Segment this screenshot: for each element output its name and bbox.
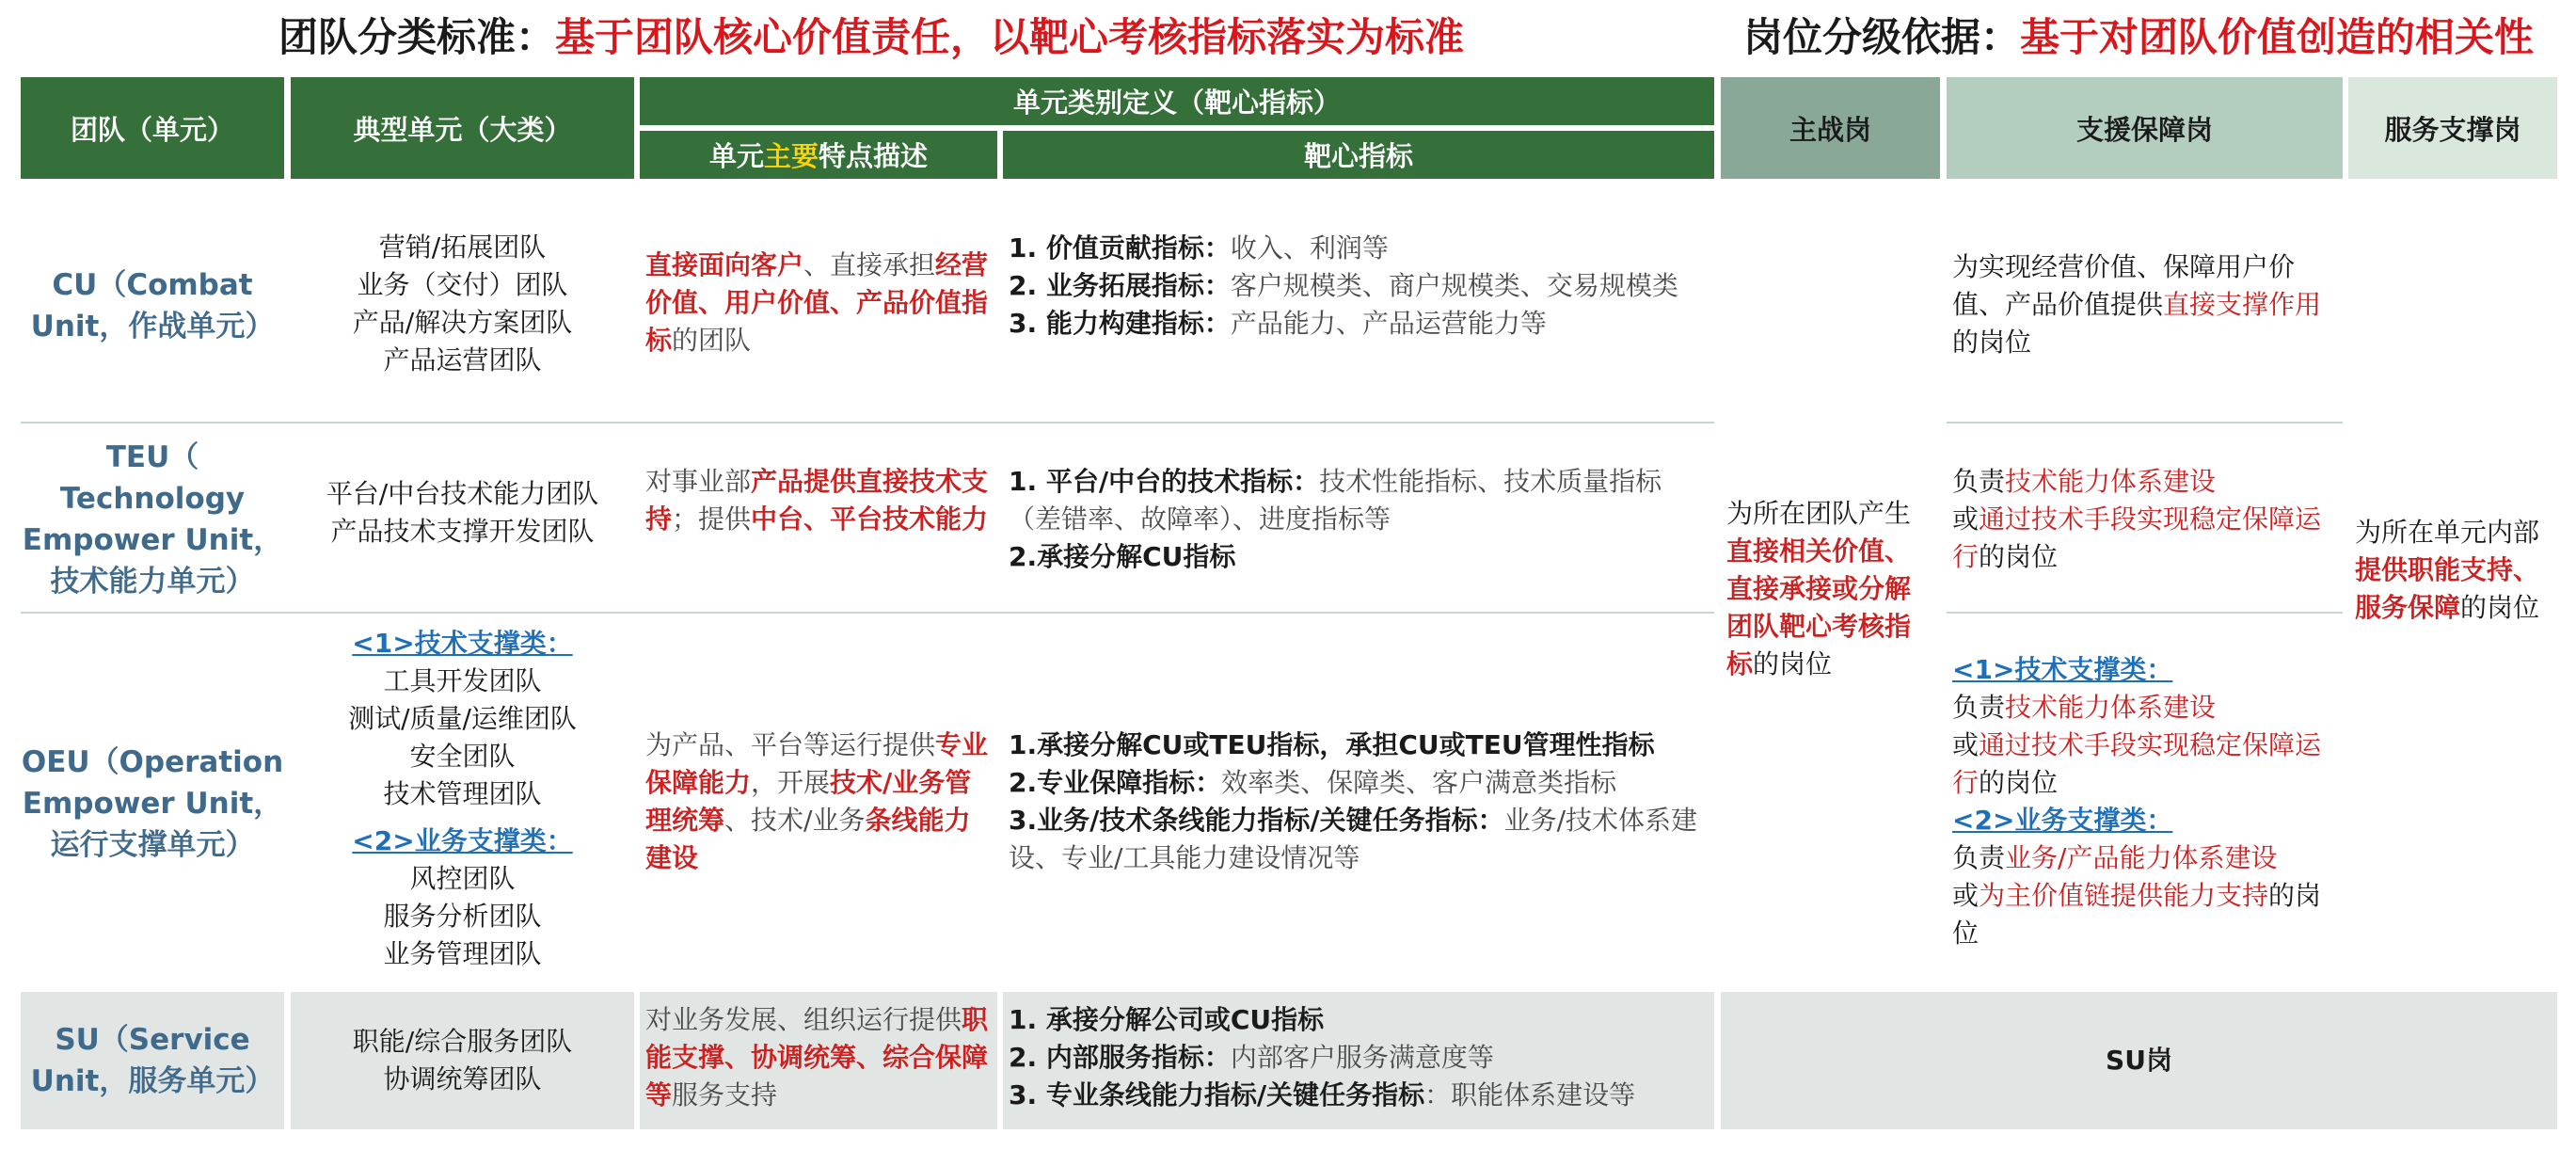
target-item-bold: 2. 业务拓展指标：: [1009, 270, 1231, 301]
list-item: 协调统筹团队: [383, 1063, 542, 1094]
oeu-feature: [645, 727, 994, 877]
header-support-post: 支援保障岗: [1947, 77, 2343, 179]
rich-text: 专业保障能力: [645, 729, 989, 798]
cu-support-post: [1952, 248, 2338, 361]
oeu-support-group2-title[interactable]: <2>业务支撑类：: [1952, 805, 2173, 836]
rich-text: 的岗位: [1979, 767, 2059, 798]
su-feature: [645, 1001, 994, 1114]
rich-text: 的岗位: [1979, 541, 2059, 572]
list-item: 技术管理团队: [383, 778, 542, 809]
row-divider-1: [21, 422, 1714, 423]
rich-text: 为主价值链提供能力支持: [1979, 880, 2269, 911]
target-item: [1009, 1039, 1709, 1077]
row-divider-1b: [1947, 422, 2343, 423]
oeu-group1-title[interactable]: <1>技术支撑类：: [352, 628, 573, 659]
cu-targets: [1009, 230, 1709, 343]
rich-text: 通过技术手段实现稳定保障运行: [1952, 729, 2322, 798]
oeu-group2-title[interactable]: <2>业务支撑类：: [352, 825, 573, 856]
header-feature-highlight: 主要: [763, 140, 819, 172]
cu-team-name: CU（Combat Unit，作战单元）: [30, 268, 275, 343]
right-title-label: 岗位分级依据：: [1743, 14, 2021, 60]
target-item-bold: 3. 能力构建指标：: [1009, 308, 1231, 339]
teu-targets: [1009, 463, 1709, 576]
target-item-bold: 1. 平台/中台的技术指标：: [1009, 466, 1320, 497]
target-item-bold: 1. 承接分解公司或CU指标: [1009, 1004, 1325, 1035]
header-service-post: 服务支撑岗: [2348, 77, 2557, 179]
teu-typical: [291, 466, 634, 560]
rich-text: 技术能力体系建设: [2005, 466, 2217, 497]
rich-text: 产品提供直接技术支持: [645, 466, 989, 535]
oeu-typical: [291, 625, 634, 973]
list-item: 业务管理团队: [383, 938, 542, 969]
target-item-rest: 效率类、保障类、客户满意类指标: [1221, 767, 1617, 798]
header-team: 团队（单元）: [21, 77, 284, 179]
target-item-bold: 2.承接分解CU指标: [1009, 541, 1236, 572]
rich-text: 为所在单元内部: [2355, 517, 2540, 548]
target-item-bold: 3.业务/技术条线能力指标/关键任务指标：: [1009, 805, 1504, 836]
list-item: 风控团队: [409, 863, 516, 894]
teu-support-post: [1952, 463, 2338, 576]
target-item: [1009, 305, 1709, 343]
list-item: 服务分析团队: [383, 901, 542, 932]
teu-feature: [645, 463, 994, 538]
target-item-bold: 1.承接分解CU或TEU指标，承担CU或TEU管理性指标: [1009, 729, 1655, 760]
rich-text: 为实现经营价值、保障用户价值、产品价值提供: [1952, 251, 2296, 320]
list-item: 产品运营团队: [383, 343, 542, 375]
target-item-rest: 客户规模类、商户规模类、交易规模类: [1230, 270, 1678, 301]
rich-text: ；提供: [672, 503, 752, 535]
list-item: 产品/解决方案团队: [352, 306, 573, 338]
rich-text: 通过技术手段实现稳定保障运行: [1952, 503, 2322, 572]
rich-text: 、技术/业务: [724, 805, 866, 836]
target-item: [1009, 230, 1709, 267]
oeu-targets: [1009, 727, 1709, 877]
su-post: SU岗: [2106, 1045, 2172, 1076]
target-item-rest: 技术性能指标、技术质量指标（差错率、故障率）、进度指标等: [1009, 466, 1662, 535]
rich-text: 的岗位: [1952, 327, 2032, 358]
target-item: [1009, 267, 1709, 305]
target-item-rest: 业务/技术体系建设、专业/工具能力建设情况等: [1009, 805, 1698, 873]
rich-text: 的团队: [672, 325, 752, 356]
target-item-bold: 3. 专业条线能力指标/关键任务指标: [1009, 1079, 1425, 1110]
rich-text: 的岗位: [1753, 648, 1833, 679]
rich-text: 职能支撑、协调统筹、综合保障等: [645, 1004, 989, 1110]
rich-text: 为产品、平台等运行提供: [645, 729, 936, 760]
list-item: 平台/中台技术能力团队: [326, 478, 599, 509]
right-title-text: 基于对团队价值创造的相关性: [2020, 14, 2535, 60]
rich-text: 提供职能支持、服务保障: [2355, 554, 2540, 623]
rich-text: ，开展: [751, 767, 831, 798]
list-item: 工具开发团队: [383, 665, 542, 696]
list-item: 职能/综合服务团队: [352, 1026, 573, 1057]
list-item: 安全团队: [409, 741, 516, 772]
left-title: [278, 8, 1464, 68]
list-item: 测试/质量/运维团队: [348, 703, 577, 734]
service-post-desc: [2355, 514, 2554, 627]
left-title-text: 基于团队核心价值责任，以靶心考核指标落实为标准: [555, 14, 1465, 60]
rich-text: 技术/业务管理统筹: [645, 767, 972, 836]
rich-text: 、直接承担: [803, 249, 936, 280]
right-title: [1743, 8, 2534, 68]
rich-text: 直接相关价值、直接承接或分解团队靶心考核指标: [1726, 535, 1912, 679]
rich-text: 条线能力建设: [645, 805, 971, 873]
target-item: [1009, 538, 1709, 576]
rich-text: 为所在团队产生: [1726, 498, 1912, 529]
cu-typical: [291, 226, 634, 381]
su-typical: [291, 1011, 634, 1110]
left-title-label: 团队分类标准：: [278, 14, 556, 60]
row-divider-2: [21, 612, 1714, 614]
rich-text: 中台、平台技术能力: [751, 503, 989, 535]
oeu-support-group1-title[interactable]: <1>技术支撑类：: [1952, 654, 2173, 685]
row-divider-2b: [1947, 612, 2343, 614]
rich-text: 业务/产品能力体系建设: [2005, 842, 2278, 873]
rich-text: 负责: [1952, 842, 2006, 873]
rich-text: 技术能力体系建设: [2005, 692, 2217, 723]
teu-team-name: TEU（ Technology Empower Unit，技术能力单元）: [22, 440, 283, 599]
rich-text: 直接面向客户: [645, 249, 804, 280]
rich-text: 对事业部: [645, 466, 752, 497]
target-item-rest: 内部客户服务满意度等: [1230, 1042, 1494, 1073]
rich-text: 或: [1952, 729, 1980, 760]
target-item: [1009, 1077, 1709, 1114]
rich-text: 负责: [1952, 692, 2006, 723]
target-item-bold: 2. 内部服务指标：: [1009, 1042, 1231, 1073]
oeu-support-post: [1952, 651, 2338, 952]
rich-text: 或: [1952, 880, 1980, 911]
header-main-post: 主战岗: [1721, 77, 1940, 179]
list-item: 产品技术支撑开发团队: [330, 516, 595, 547]
rich-text: 的岗位: [1952, 880, 2322, 949]
list-item: 业务（交付）团队: [357, 268, 568, 300]
rich-text: 对业务发展、组织运行提供: [645, 1004, 962, 1035]
target-item: [1009, 802, 1709, 877]
header-feature-pre: 单元: [708, 140, 764, 172]
main-post-desc: [1726, 495, 1935, 683]
rich-text: 的岗位: [2460, 592, 2540, 623]
list-item: 营销/拓展团队: [378, 231, 547, 263]
header-target: 靶心指标: [1003, 131, 1714, 179]
target-item: [1009, 1001, 1709, 1039]
target-item: [1009, 463, 1709, 538]
su-targets: [1009, 1001, 1709, 1114]
target-item-bold: 2.专业保障指标：: [1009, 767, 1222, 798]
target-item: [1009, 727, 1709, 764]
rich-text: 直接支撑作用: [2163, 289, 2322, 320]
rich-text: 经营价值、用户价值、产品价值指标: [645, 249, 989, 356]
rich-text: 或: [1952, 503, 1980, 535]
target-item: [1009, 764, 1709, 802]
su-team-name: SU（Service Unit，服务单元）: [30, 1023, 275, 1098]
target-item-bold: 1. 价值贡献指标：: [1009, 232, 1231, 264]
header-feature: [640, 131, 997, 179]
header-typical: 典型单元（大类）: [291, 77, 634, 179]
header-feature-post: 特点描述: [819, 140, 929, 172]
oeu-team-name: OEU（Operation Empower Unit，运行支撑单元）: [21, 744, 284, 862]
rich-text: 服务支持: [672, 1079, 778, 1110]
header-definition: 单元类别定义（靶心指标）: [640, 77, 1714, 125]
target-item-rest: ：职能体系建设等: [1424, 1079, 1636, 1110]
target-item-rest: 产品能力、产品运营能力等: [1230, 308, 1547, 339]
rich-text: 负责: [1952, 466, 2006, 497]
cu-feature: [645, 247, 994, 359]
target-item-rest: 收入、利润等: [1230, 232, 1389, 264]
